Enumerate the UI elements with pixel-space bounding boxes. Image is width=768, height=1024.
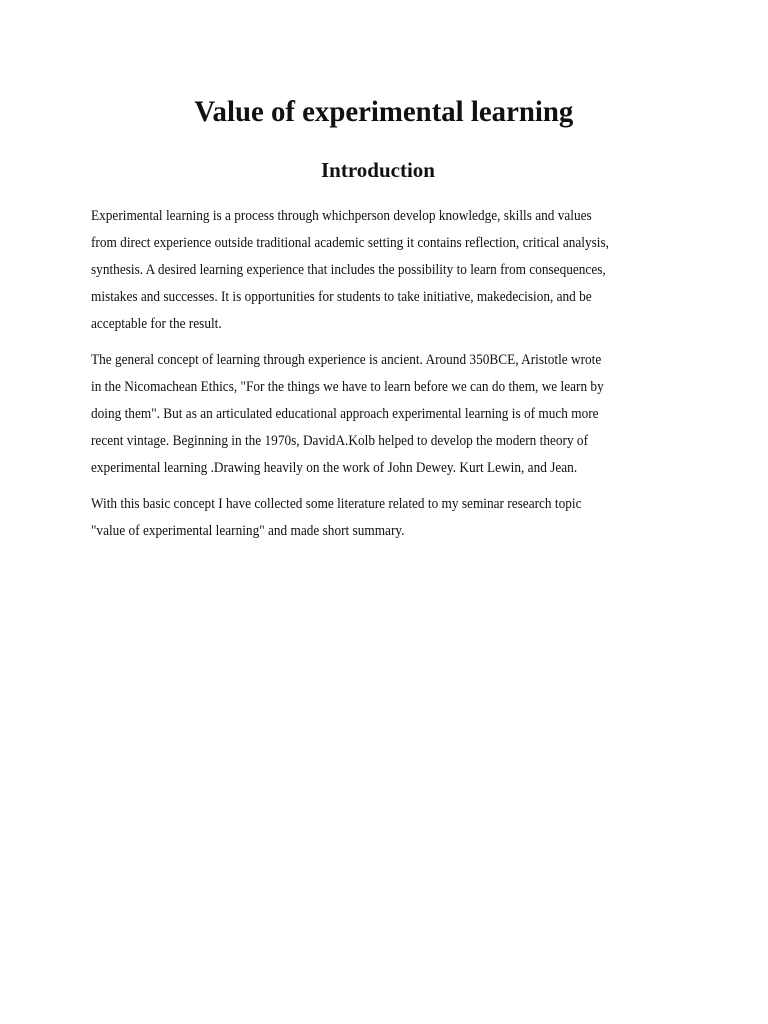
text-line: acceptable for the result. bbox=[91, 316, 222, 332]
text-line: Experimental learning is a process through whichperson develop knowledge, skills and values bbox=[91, 208, 592, 224]
text-line: "value of experimental learning" and made short summary. bbox=[91, 523, 405, 539]
text-line: mistakes and successes. It is opportunities for students to take initiative, makedecision, and be bbox=[91, 289, 592, 305]
paragraph-spacer bbox=[91, 338, 683, 347]
text-line: synthesis. A desired learning experience that includes the possibility to learn from consequences, bbox=[91, 262, 606, 278]
document-title: Value of experimental learning bbox=[194, 95, 574, 128]
paragraph bbox=[91, 491, 683, 545]
section-heading: Introduction bbox=[321, 158, 435, 182]
text-line: recent vintage. Beginning in the 1970s, DavidA.Kolb helped to develop the modern theory of bbox=[91, 433, 589, 449]
text-line: doing them". But as an articulated educational approach experimental learning is of much more bbox=[91, 406, 599, 422]
text-line: in the Nicomachean Ethics, "For the things we have to learn before we can do them, we learn by bbox=[91, 379, 604, 395]
text-line: With this basic concept I have collected some literature related to my seminar research topic bbox=[91, 496, 582, 512]
paragraph bbox=[91, 203, 683, 338]
text-line: The general concept of learning through experience is ancient. Around 350BCE, Aristotle wrote bbox=[91, 352, 602, 368]
text-line: from direct experience outside traditional academic setting it contains reflection, critical analysis, bbox=[91, 235, 609, 251]
paragraph-spacer bbox=[91, 482, 683, 491]
paragraph bbox=[91, 347, 683, 482]
document-body bbox=[91, 203, 683, 545]
text-line: experimental learning .Drawing heavily on the work of John Dewey. Kurt Lewin, and Jean. bbox=[91, 460, 578, 476]
